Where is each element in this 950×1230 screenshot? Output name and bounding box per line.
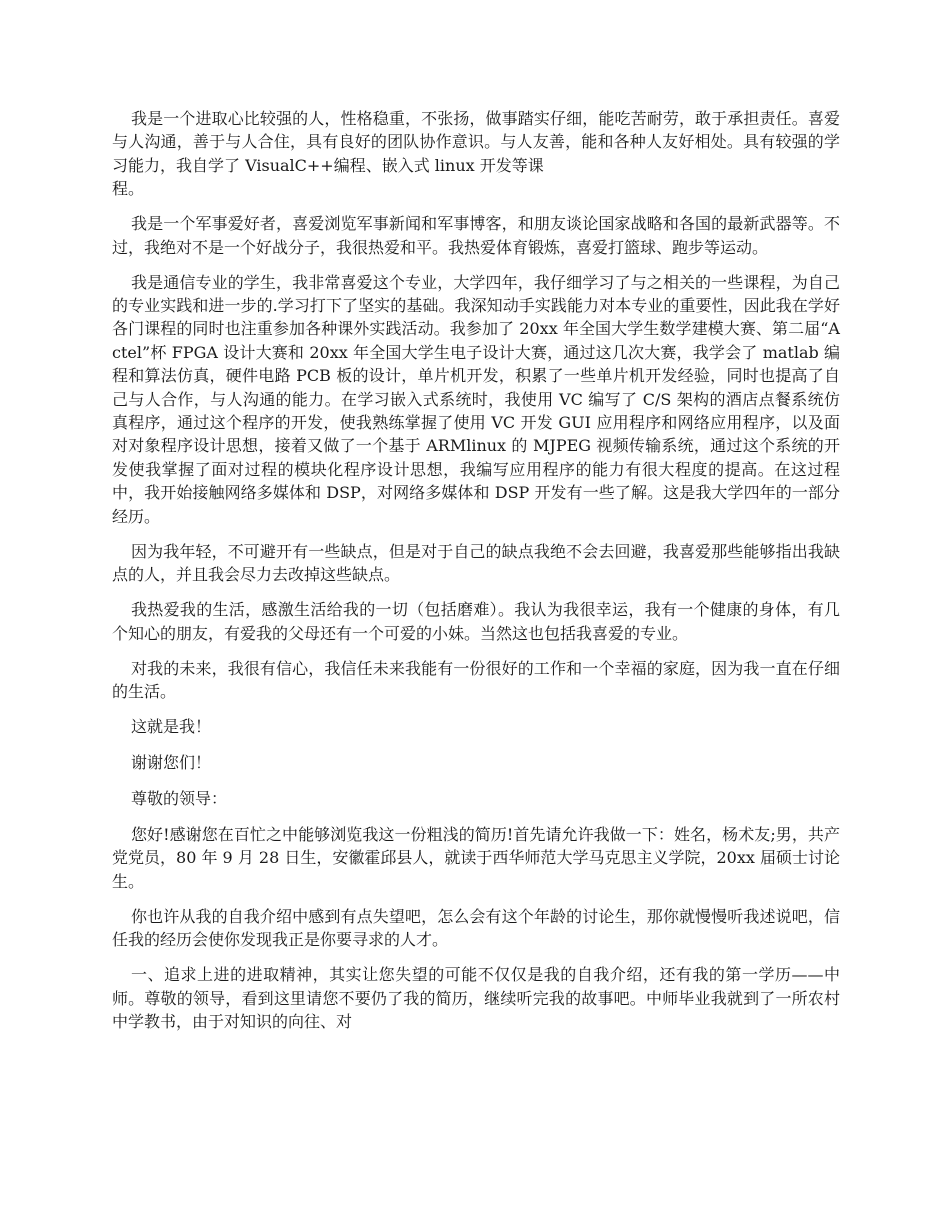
paragraph-personality: 我是一个进取心比较强的人，性格稳重，不张扬，做事踏实仔细，能吃苦耐劳，敢于承担责任。喜爱与人沟通，善于与人合住，具有良好的团队协作意识。与人友善，能和各种人友好相处。具有较强的学习能力，我自学了 VisualC++编程、嵌入式 linux 开发等课 程。 [112,109,840,199]
paragraph-future: 对我的未来，我很有信心，我信任未来我能有一份很好的工作和一个幸福的家庭，因为我一直在仔细的生活。 [112,658,840,701]
paragraph-major-experience: 我是通信专业的学生，我非常喜爱这个专业，大学四年，我仔细学习了与之相关的一些课程，为自己的专业实践和进一步的.学习打下了坚实的基础。我深知动手实践能力对本专业的重要性，因此我在学好各门课程的同时也注重参加各种课外实践活动。我参加了 20xx 年全国大学生数学建模大赛、第二届“Actel”杯 FPGA 设计大赛和 20xx 年全国大学生电子设计大赛，通过这几次大赛，我学会了 matlab 编程和算法仿真，硬件电路 PCB 板的设计，单片机开发，积累了一些单片机开发经验，同时也提高了自己与人合作，与人沟通的能力。在学习嵌入式系统时，我使用 VC 编写了 C/S 架构的酒店点餐系统仿真程序，通过这个程序的开发，使我熟练掌握了使用 VC 开发 GUI 应用程序和网络应用程序，以及面对对象程序设计思想，接着又做了一个基于 ARMlinux 的 MJPEG 视频传输系统，通过这个系统的开发使我掌握了面对过程的模块化程序设计思想，我编写应用程序的能力有很大程度的提高。在这过程中，我开始接触网络多媒体和 DSP，对网络多媒体和 DSP 开发有一些了解。这是我大学四年的一部分经历。 [112,272,840,526]
paragraph-thanks: 谢谢您们！ [131,752,212,772]
paragraph-progress-spirit: 一、追求上进的进取精神，其实让您失望的可能不仅仅是我的自我介绍，还有我的第一学历——中师。尊敬的领导，看到这里请您不要仍了我的简历，继续听完我的故事吧。中师毕业我就到了一所农村中学教书，由于对知识的向往、对 [112,965,840,1031]
paragraph-shortcomings: 因为我年轻，不可避开有一些缺点，但是对于自己的缺点我绝不会去回避，我喜爱那些能够指出我缺点的人，并且我会尽力去改掉这些缺点。 [112,541,840,585]
document-page [112,107,840,1045]
paragraph-disappointment: 你也许从我的自我介绍中感到有点失望吧，怎么会有这个年龄的讨论生，那你就慢慢听我述说吧，信任我的经历会使你发现我正是你要寻求的人才。 [112,906,840,950]
paragraph-military-hobby: 我是一个军事爱好者，喜爱浏览军事新闻和军事博客，和朋友谈论国家战略和各国的最新武器等。不过，我绝对不是一个好战分子，我很热爱和平。我热爱体育锻炼，喜爱打篮球、跑步等运动。 [112,214,840,257]
paragraph-this-is-me: 这就是我！ [131,716,212,736]
paragraph-love-life: 我热爱我的生活，感激生活给我的一切（包括磨难）。我认为我很幸运，我有一个健康的身体，有几个知心的朋友，有爱我的父母还有一个可爱的小妹。当然这也包括我喜爱的专业。 [112,600,840,643]
paragraph-self-introduction: 您好!感谢您在百忙之中能够浏览我这一份粗浅的简历!首先请允许我做一下：姓名，杨术友;男，共产党党员，80 年 9 月 28 日生，安徽霍邱县人，就读于西华师范大学马克思主义学院，20xx 届硕士讨论生。 [112,824,840,891]
paragraph-salutation: 尊敬的领导： [131,788,228,808]
